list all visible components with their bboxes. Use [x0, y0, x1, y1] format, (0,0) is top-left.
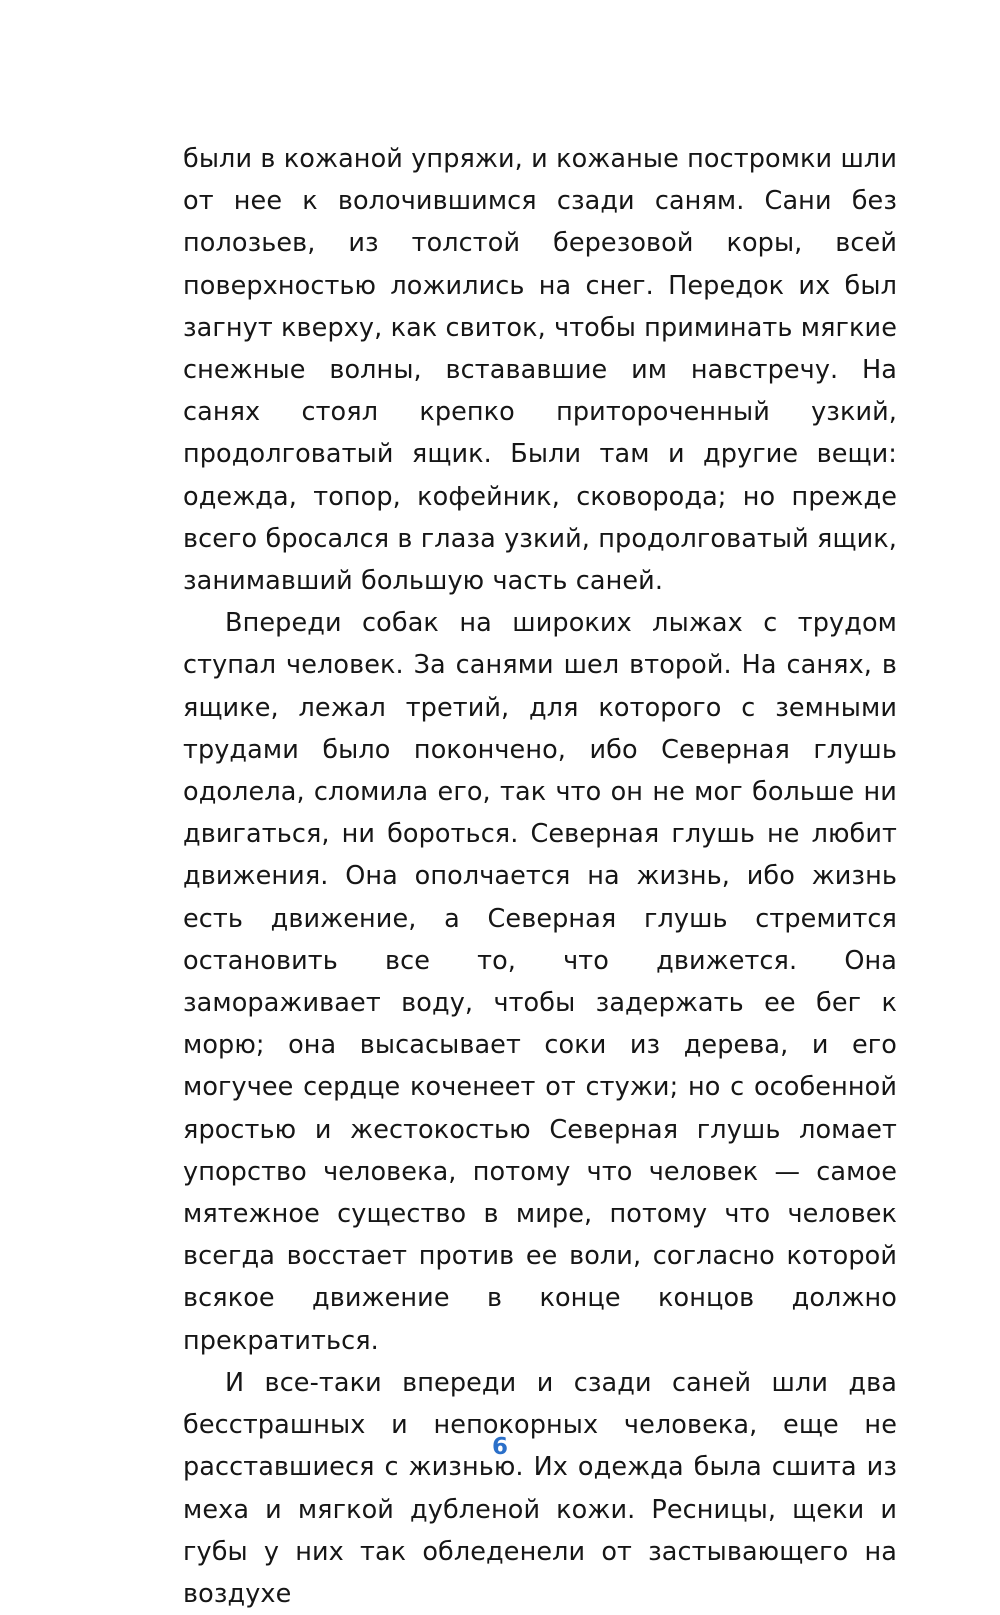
paragraph-3: И все-таки впереди и сзади саней шли два бесстрашных и непокорных человека, еще не расставшиеся с жизнью. Их одежда была сшита из меха и мягкой дубленой кожи. Ресницы, щеки и губы у них так обледенели от застывающего на воздухе	[183, 1367, 897, 1609]
paragraph-2: Впереди собак на широких лыжах с трудом ступал человек. За санями шел второй. На санях, в ящике, лежал третий, для которого с земными трудами было покончено, ибо Северная глушь одолела, сломила его, так что он не мог больше ни двигаться, ни бороться. Северная глушь не любит движения. Она ополчается на жизнь, ибо жизнь есть движение, а Северная глушь стремится остановить все то, что движется. Она замораживает воду, чтобы задержать ее бег к морю; она высасывает соки из дерева, и его могучее сердце коченеет от стужи; но с особенной яростью и жестокостью Северная глушь ломает упорство человека, потому что человек — самое мятежное существо в мире, потому что человек всегда восстает против ее воли, согласно которой всякое движение в конце концов должно прекратиться.	[183, 608, 897, 1356]
page-text-column	[183, 138, 897, 1615]
paragraph-1: были в кожаной упряжи, и кожаные постромки шли от нее к волочившимся сзади саням. Сани без полозьев, из толстой березовой коры, всей поверхностью ложились на снег. Передок их был загнут кверху, как свиток, чтобы приминать мягкие снежные волны, встававшие им навстречу. На санях стоял крепко притороченный узкий, продолговатый ящик. Были там и другие вещи: одежда, топор, кофейник, сковорода; но прежде всего бросался в глаза узкий, продолговатый ящик, занимавший большую часть саней.	[183, 144, 897, 597]
page-number: 6	[491, 1434, 508, 1460]
